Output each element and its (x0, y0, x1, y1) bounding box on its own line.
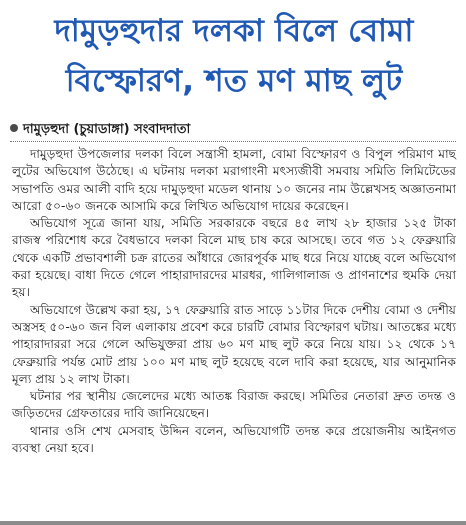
byline (10, 120, 456, 140)
byline-location: দামুড়হুদা (চুয়াডাঙ্গা) (23, 122, 130, 137)
headline-line-2: বিস্ফোরণ, শত মণ মাছ লুট (65, 63, 403, 99)
headline-line-1: দামুড়হুদার দলকা বিলে বোমা (54, 13, 414, 49)
paragraph: অভিযোগ সূত্রে জানা যায়, সমিতি সরকারকে বছরে ৪৫ লাখ ২৮ হাজার ১২৫ টাকা রাজস্ব পরিশোধ করে বৈধভাবে দলকা বিলে মাছ চাষ করে আসছে। তবে গত ১২ ফেব্রুয়ারি থেকে একটি প্রভাবশালী চক্র রাতের আঁধারে জোরপূর্বক মাছ ধরে নিয়ে যাচ্ছে বলে অভিযোগ করা হয়েছে। বাধা দিতে গেলে পাহারাদারদের মারধর, গালিগালাজ ও প্রাণনাশের হুমকি দেয়া হয়। (12, 216, 456, 300)
article-body (12, 146, 456, 457)
byline-author: সংবাদদাতা (134, 122, 191, 137)
paragraph: দামুড়হুদা উপজেলার দলকা বিলে সন্ত্রাসী হামলা, বোমা বিস্ফোরণ ও বিপুল পরিমাণ মাছ লুটের অভিযোগ উঠেছে। এ ঘটনায় দলকা মরাগাংনী মৎস্যজীবী সমবায় সমিতি লিমিটেডের সভাপতি ওমর আলী বাদি হয়ে দামুড়হুদা মডেল থানায় ১০ জনের নাম উল্লেখসহ অজ্ঞাতনামা আরো ৫০-৬০ জনকে আসামি করে লিখিত অভিযোগ দায়ের করেছেন। (12, 147, 456, 213)
paragraph: অভিযোগে উল্লেখ করা হয়, ১৭ ফেব্রুয়ারি রাত সাড়ে ১১টার দিকে দেশীয় বোমা ও দেশীয় অস্ত্রসহ ৫০-৬০ জন বিল এলাকায় প্রবেশ করে চারটি বোমার বিস্ফোরণ ঘটায়। আতঙ্কের মধ্যে পাহারাদাররা সরে গেলে অভিযুক্তরা প্রায় ৬০ মণ মাছ লুট করে নিয়ে যায়। ১২ থেকে ১৭ ফেব্রুয়ারি পর্যন্ত মোট প্রায় ১০০ মণ মাছ লুট হয়েছে বলে দাবি করা হয়েছে, যার আনুমানিক মূল্য প্রায় ১২ লাখ টাকা। (12, 302, 456, 386)
paragraph: ঘটনার পর স্থানীয় জেলেদের মধ্যে আতঙ্ক বিরাজ করছে। সমিতির নেতারা দ্রুত তদন্ত ও জড়িতদের গ্রেফতারের দাবি জানিয়েছেন। (12, 389, 456, 421)
headline (10, 6, 458, 106)
paragraph: থানার ওসি শেখ মেসবাহ উদ্দিন বলেন, অভিযোগটি তদন্ত করে প্রয়োজনীয় আইনগত ব্যবস্থা নেয়া হবে। (12, 423, 456, 456)
bottom-border (0, 521, 466, 525)
bullet-icon (10, 124, 18, 132)
byline-divider (10, 141, 456, 142)
